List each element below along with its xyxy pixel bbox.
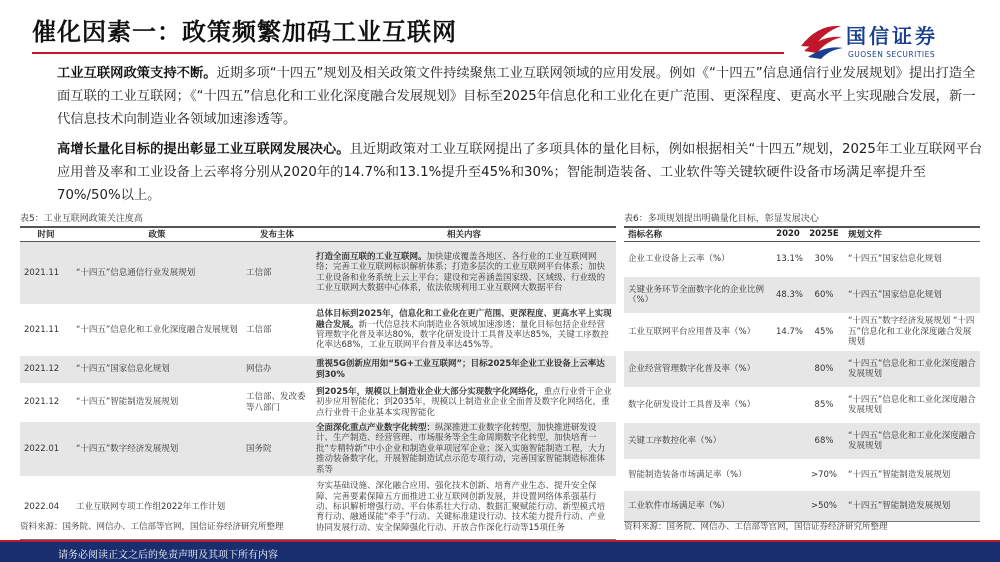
plan-document: “十四五”信息化和工业化深度融合发展规划 [844,351,980,387]
value-2020 [772,387,804,423]
content-highlight: 总体目标到2025年，信息化和工业化在更广范围、更深程度、更高水平上实现融合发展。 [316,309,612,330]
content-cell [312,304,616,356]
plan-document: “十四五”国家信息化规划 [848,254,942,265]
column-header: 发布主体 [242,227,312,241]
content-highlight: 全面深化重点产业数字化转型： [316,423,436,433]
content-text: 重点行业骨干企业初步应用智能化；到2035年，规模以上制造业企业全面普及数字化网络化，重点行业骨干企业基本实现智能化 [316,386,612,418]
content-cell [312,356,616,383]
policy-cell: “十四五”数字经济发展规划 [72,422,242,476]
plan-document: “十四五”信息化和工业化深度融合发展规划 [844,423,980,459]
table-row [20,304,616,356]
policy-cell: “十四五”国家信息化规划 [72,356,242,383]
date-cell: 2022.01 [20,422,72,476]
value-2020: 13.1% [776,254,804,265]
value-2025e: 85% [814,399,834,410]
column-header: 规划文件 [844,227,980,241]
policy-cell: “十四五”智能制造发展规划 [76,397,179,408]
paragraph-lead: 工业互联网政策支持不断。 [57,66,217,81]
value-2025e: 80% [804,351,844,387]
table6-caption: 表6：多项规划提出明确量化目标，彰显发展决心 [624,214,819,224]
table-row [624,313,980,351]
policy-cell: “十四五”信息化和工业化深度融合发展规划 [76,324,238,335]
issuer-cell: 国务院 [242,422,312,476]
table-row [624,277,980,313]
table-row [20,356,616,383]
plan-document: “十四五”数字经济发展规划 “十四五”信息化和工业化深度融合发展规划 [848,316,975,348]
policy-table [20,226,616,540]
column-header: 2020 [772,227,804,241]
content-highlight: 打造全面互联的工业互联网。 [316,251,427,262]
column-header: 时间 [20,227,72,241]
issuer-cell: 网信办 [242,356,312,383]
paragraph-text: 且近期政策对工业互联网提出了多项具体的量化目标，例如根据相关“十四五”规划，2025年工业互联网平台应用普及率和工业设备上云率将分别从2020年的14.7%和13.1%提升至45%和30%；智能制造装备、工业软件等关键软硬件设备市场满足率提升至70%/50%以上。 [57,142,983,203]
issuer-cell: 工信部 [242,241,312,304]
column-header: 政策 [72,227,242,241]
plan-document: “十四五”智能制造发展规划 [848,469,951,480]
table-row [624,351,980,387]
content-cell [312,422,616,476]
plan-document: “十四五”国家信息化规划 [844,277,980,313]
value-2020 [772,459,804,491]
date-cell: 2021.12 [20,356,72,383]
value-2025e: 60% [804,277,844,313]
value-2020 [772,423,804,459]
value-2025e: 30% [814,254,834,265]
metric-name: 智能制造装备市场满足率（%） [628,469,747,480]
footer-disclaimer: 请务必阅读正文之后的免责声明及其项下所有内容 [58,550,278,561]
paragraph-lead: 高增长量化目标的提出彰显工业互联网发展决心。 [57,142,350,157]
logo-mark-icon [798,20,844,62]
targets-table [624,226,980,522]
date-cell: 2021.11 [20,241,72,304]
column-header: 指标名称 [624,227,772,241]
content-cell [312,241,616,304]
content-cell: 夯实基础设施、深化融合应用、强化技术创新、培育产业生态、提升安全保障、完善要素保障五方面推进工业互联网创新发展，并设置网络体系强基行动、标识解析增强行动、平台体系壮大行动、数据汇聚赋能行动、新型模式培育行动、融通谋能“牵手”行动、关键标准建设行动、技术能力提升行动、产业协同发展行动、安全保障强化行动、开放合作深化行动等15项任务 [312,476,616,539]
metric-name: 工业软件市场满足率（%） [624,491,772,521]
issuer-cell: 工信部、发改委等八部门 [246,392,306,413]
table-row [20,383,616,422]
metric-name: 关键业务环节全面数字化的企业比例（%） [624,277,772,313]
table5-source: 资料来源：国务院、网信办、工信部等官网，国信证券经济研究所整理 [20,522,284,532]
metric-name: 企业经营管理数字化普及率（%） [624,351,772,387]
column-header: 2025E [804,227,844,241]
footer-accent-line [0,540,1000,542]
table-row [20,422,616,476]
content-text: 纵深推进工业数字化转型，加快推进研发设计、生产制造、经营管理、市场服务等全生命周期数字化转型，加快培育一批“专精特新”中小企业和制造业单项冠军企业；深入实施智能制造工程，大力推动装备数字化，开展智能制造试点示范专项行动，完善国家智能制造标准体系等 [316,423,606,475]
value-2020: 14.7% [776,326,804,337]
value-2025e: 68% [804,423,844,459]
plan-document: “十四五”智能制造发展规划 [844,491,980,521]
content-text: 新一代信息技术向制造业各领域加速渗透；量化目标包括企业经营管理数字化普及率达80%，数字化研发设计工具普及率达85%，关键工序数控化率达68%，工业互联网平台普及率达45%等。 [316,319,609,351]
value-2025e: >70% [810,469,837,480]
table6-source: 资料来源：国务院、网信办、工信部等官网，国信证券经济研究所整理 [624,522,888,532]
paragraph-policy-support [57,62,987,131]
paragraph-text: 近期多项“十四五”规划及相关政策文件持续聚焦工业互联网领域的应用发展。例如《“十四五”信息通信行业发展规划》提出打造全面互联的工业互联网；《“十四五”信息化和工业化深度融合发展规划》目标至2025年信息化和工业化在更广范围、更深程度、更高水平上实现融合发展，新一代信息技术向制造业各领域加速渗透等。 [57,66,976,127]
paragraph-quant-targets [57,138,987,207]
metric-name: 关键工序数控化率（%） [624,423,772,459]
table-row [624,423,980,459]
content-highlight: 重视5G创新应用如“5G+工业互联网”；目标2025年企业工业设备上云率达到30% [316,359,605,380]
table-row [624,241,980,277]
value-2020: 48.3% [772,277,804,313]
plan-document: “十四五”信息化和工业化深度融合发展规划 [848,394,976,415]
metric-name: 企业工业设备上云率（%） [628,254,730,265]
value-2025e: 45% [814,326,834,337]
policy-cell: 工业互联网专项工作组2022年工作计划 [72,476,242,539]
table-row [624,459,980,491]
logo-chinese-name: 国信证券 [846,24,938,48]
table-row [20,241,616,304]
column-header: 相关内容 [312,227,616,241]
value-2025e: >50% [804,491,844,521]
date-cell: 2022.04 [20,476,72,539]
policy-cell: “十四五”信息通信行业发展规划 [72,241,242,304]
metric-name: 数字化研发设计工具普及率（%） [628,399,756,410]
content-cell [312,383,616,422]
content-text: 加快建成覆盖各地区、各行业的工业互联网网络；完善工业互联网标识解析体系；打造多层次的工业互联网平台体系；加快工业设备和业务系统上云上平台；建设和完善涵盖国家级、区域级、行业级的工业互联网大数据中心体系，依法依规利用工业互联网大数据平台 [316,251,606,294]
issuer-cell: 工信部 [246,324,272,335]
metric-name: 工业互联网平台应用普及率（%） [628,326,756,337]
content-highlight: 到2025年，规模以上制造业企业大部分实现数字化网络化， [316,386,544,397]
page-title: 催化因素一：政策频繁加码工业互联网 [32,18,457,46]
company-logo [798,20,968,64]
title-underline [32,52,784,54]
value-2020 [772,491,804,521]
table-row [624,387,980,423]
logo-english-name: GUOSEN SECURITIES [848,50,936,59]
date-cell: 2021.11 [24,324,60,335]
date-cell: 2021.12 [24,397,60,408]
table5-caption: 表5：工业互联网政策关注度高 [20,214,143,224]
value-2020 [772,351,804,387]
table-row [624,491,980,521]
